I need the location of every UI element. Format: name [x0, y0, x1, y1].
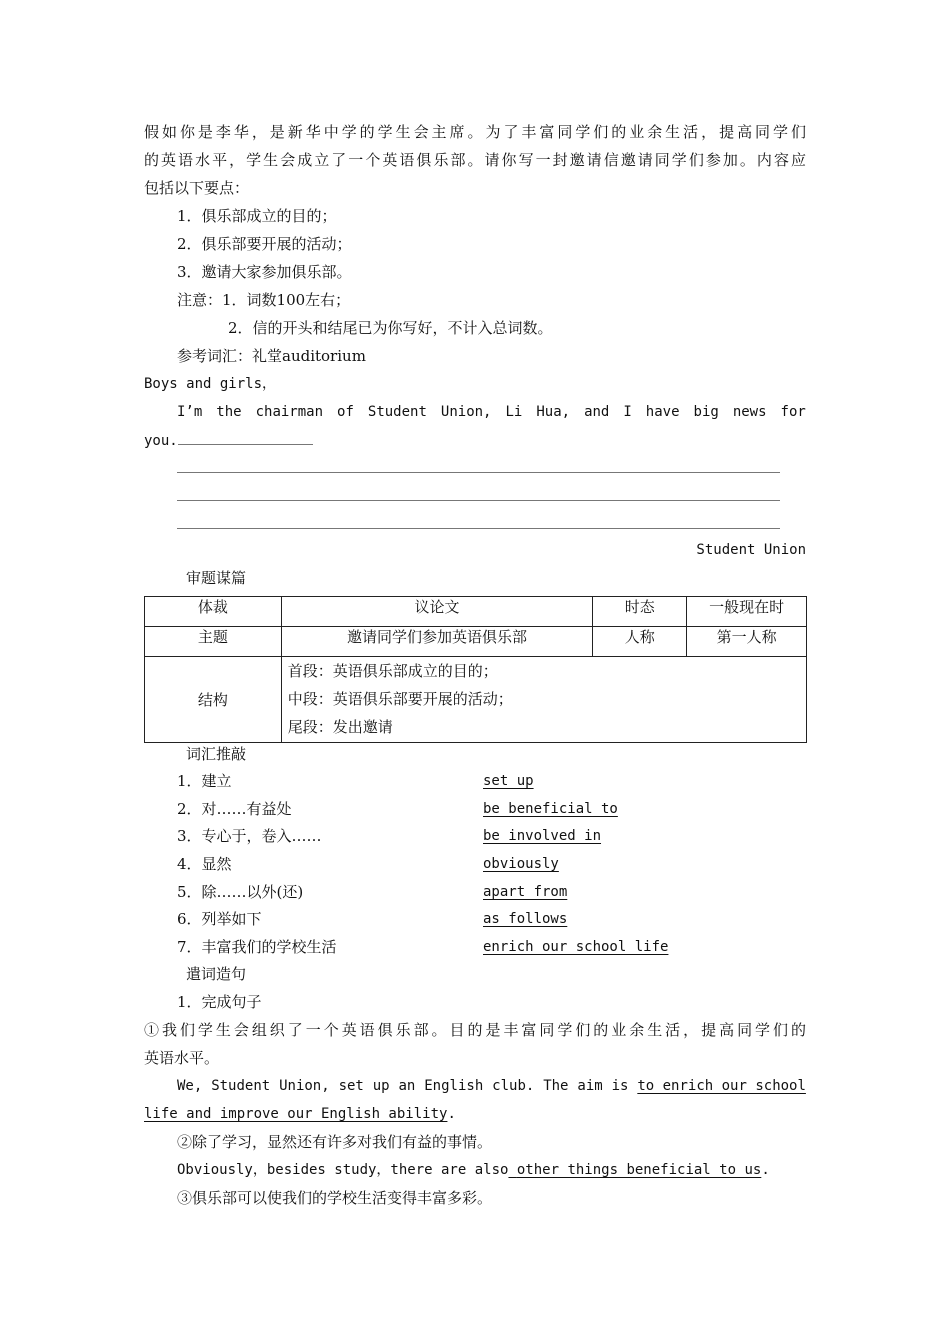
sentence-1-zh-line-1: ①我们学生会组织了一个英语俱乐部。目的是丰富同学们的业余生活，提高同学们的 [144, 1021, 806, 1039]
vocab-answer: apart from [483, 884, 568, 900]
word: big [693, 404, 719, 420]
vocab-zh: 6．列举如下 [177, 910, 262, 928]
sentences-subheading: 1．完成句子 [177, 993, 262, 1011]
word: of [337, 404, 354, 420]
section-heading-sentences: 遣词造句 [186, 965, 247, 983]
structure-line: 首段：英语俱乐部成立的目的； [287, 662, 498, 680]
word: English [424, 1078, 484, 1094]
structure-label: 结构 [145, 657, 282, 743]
letter-greeting: Boys and girls， [144, 376, 277, 392]
genre-label: 体裁 [145, 597, 282, 627]
sentence-1-period: . [447, 1106, 456, 1122]
structure-value [281, 657, 806, 743]
sentence-1-answer-part-2: life and improve our English ability [144, 1106, 448, 1122]
vocab-answer: be beneficial to [483, 801, 618, 817]
table-row [145, 657, 807, 743]
word: I [623, 404, 632, 420]
theme-label: 主题 [145, 627, 282, 657]
word: the [216, 404, 242, 420]
sentence-1-en-line-2 [144, 1104, 456, 1124]
sentence-2-period: . [761, 1162, 770, 1178]
letter-opening-line-2 [144, 430, 313, 451]
sentence-2-answer-text: other things beneficial to us [516, 1162, 762, 1178]
word: Hua, [536, 404, 571, 420]
vocab-zh: 4．显然 [177, 855, 232, 873]
sentence-2-en [177, 1160, 770, 1180]
point-2: 2．俱乐部要开展的活动； [177, 235, 352, 253]
analysis-table [144, 596, 807, 743]
section-heading-vocab: 词汇推敲 [186, 745, 247, 763]
vocab-answer: obviously [483, 856, 559, 872]
word: and [584, 404, 610, 420]
word: I’m [177, 404, 203, 420]
word: chairman [255, 404, 324, 420]
point-1: 1．俱乐部成立的目的； [177, 207, 337, 225]
word: news [732, 404, 767, 420]
word: Union, [279, 1078, 330, 1094]
section-heading-analysis: 审题谋篇 [186, 569, 247, 587]
prompt-line-1: 假如你是李华，是新华中学的学生会主席。为了丰富同学们的业余生活，提高同学们 [144, 123, 806, 141]
vocab-answer: as follows [483, 911, 568, 927]
point-3: 3．邀请大家参加俱乐部。 [177, 263, 352, 281]
word: Li [505, 404, 523, 420]
sentence-2-prefix: Obviously，besides study，there are also [177, 1162, 509, 1178]
sentence-3-zh: ③俱乐部可以使我们的学校生活变得丰富多彩。 [177, 1189, 493, 1207]
sentence-2-zh: ②除了学习，显然还有许多对我们有益的事情。 [177, 1133, 493, 1151]
structure-line: 尾段：发出邀请 [287, 718, 393, 736]
person-label: 人称 [593, 627, 687, 657]
tense-label: 时态 [593, 597, 687, 627]
word: club. [492, 1078, 535, 1094]
prompt-line-3: 包括以下要点： [144, 179, 250, 197]
sentence-1-answer-part-1: to enrich our school [637, 1078, 806, 1094]
table-row [145, 627, 807, 657]
letter-signature: Student Union [696, 542, 806, 558]
word: Student [211, 1078, 271, 1094]
vocab-answer: enrich our school life [483, 939, 669, 955]
note-2: 2．信的开头和结尾已为你写好，不计入总词数。 [228, 319, 553, 337]
sentence-2-answer [508, 1162, 761, 1178]
note-1: 注意：1．词数100左右； [177, 291, 351, 309]
vocab-answer: set up [483, 773, 534, 789]
word: is [611, 1078, 629, 1094]
genre-value: 议论文 [281, 597, 592, 627]
word: set [338, 1078, 364, 1094]
word: have [645, 404, 680, 420]
vocab-answer: be involved in [483, 828, 602, 844]
vocab-zh: 7．丰富我们的学校生活 [177, 938, 337, 956]
writing-blank[interactable] [178, 430, 313, 445]
vocab-zh: 1．建立 [177, 772, 232, 790]
word: up [372, 1078, 390, 1094]
sentence-1-en-line-1 [177, 1076, 806, 1096]
word: We, [177, 1078, 203, 1094]
writing-line-3[interactable] [177, 528, 780, 529]
vocab-zh: 5．除……以外(还) [177, 883, 304, 901]
vocab-zh: 2．对……有益处 [177, 800, 292, 818]
word: Union, [440, 404, 492, 420]
person-value: 第一人称 [687, 627, 807, 657]
prompt-line-2: 的英语水平，学生会成立了一个英语俱乐部。请你写一封邀请信邀请同学们参加。内容应 [144, 151, 806, 169]
sentence-1-zh-line-2: 英语水平。 [144, 1049, 220, 1067]
table-row [145, 597, 807, 627]
writing-line-2[interactable] [177, 500, 780, 501]
structure-line: 中段：英语俱乐部要开展的活动； [287, 690, 513, 708]
word: for [780, 404, 806, 420]
word: an [398, 1078, 416, 1094]
letter-opening-line-1 [177, 402, 806, 422]
word: The [543, 1078, 569, 1094]
vocab-zh: 3．专心于，卷入…… [177, 827, 322, 845]
letter-opening-tail: you. [144, 433, 178, 449]
writing-line-1[interactable] [177, 472, 780, 473]
tense-value: 一般现在时 [687, 597, 807, 627]
word: aim [577, 1078, 603, 1094]
reference-vocab: 参考词汇：礼堂auditorium [177, 347, 366, 365]
word: Student [367, 404, 427, 420]
theme-value: 邀请同学们参加英语俱乐部 [281, 627, 592, 657]
